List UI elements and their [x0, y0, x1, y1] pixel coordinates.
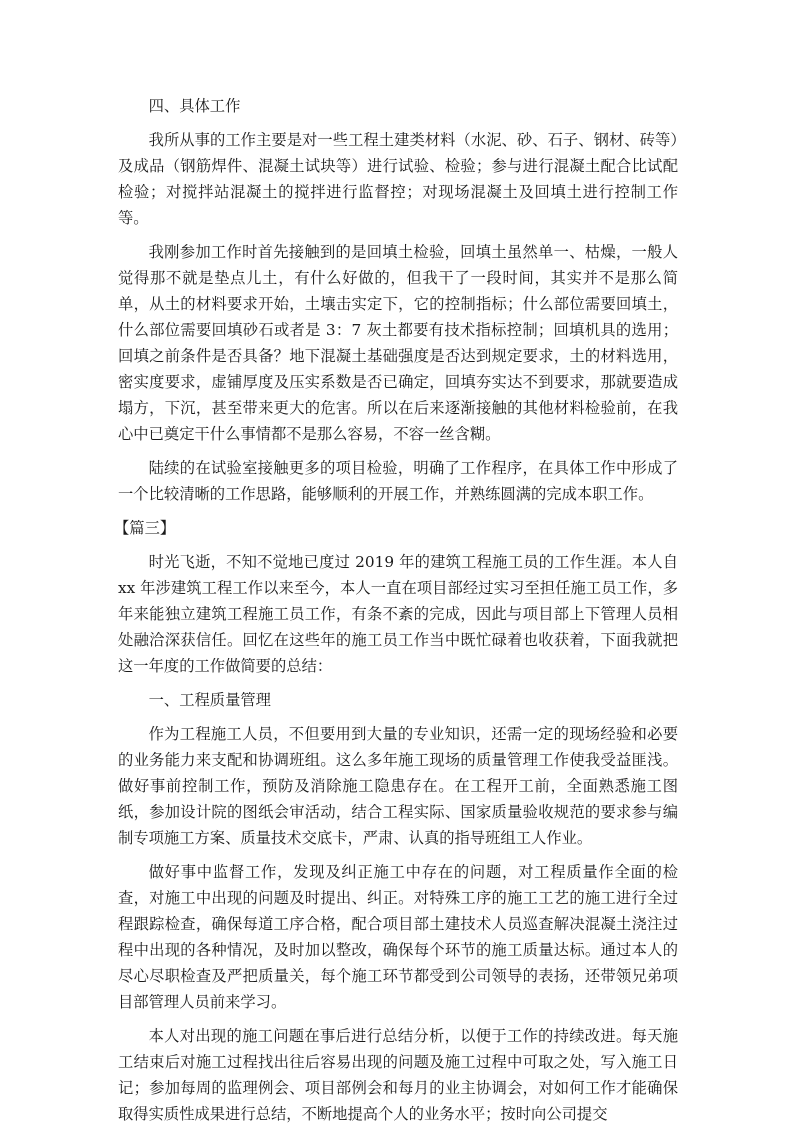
paragraph-backfill-inspection: 我刚参加工作时首先接触到的是回填土检验，回填土虽然单一、枯燥，一般人觉得那不就是垫点儿土，有什么好做的，但我干了一段时间，其实并不是那么简单，从土的材料要求开始，土壤击实定下，它的控制指标；什么部位需要回填土，什么部位需要回填砂石或者是 3：7 灰土都要有技术指标控制；回填机具的选用；回填之前条件是否具备？地下混凝土基础强度是否达到规定要求，土的材料选用，密实度要求，虚铺厚度及压实系数是否已确定，回填夯实达不到要求，那就要造成塌方，下沉，甚至带来更大的危害。所以在后来逐渐接触的其他材料检验前，在我心中已奠定干什么事情都不是那么容易，不容一丝含糊。 — [118, 243, 678, 443]
paragraph-work-scope: 我所从事的工作主要是对一些工程土建类材料（水泥、砂、石子、钢材、砖等）及成品（钢筋焊件、混凝土试块等）进行试验、检验；参与进行混凝土配合比试配检验；对搅拌站混凝土的搅拌进行监督控；对现场混凝土及回填土进行控制工作等。 — [118, 131, 678, 227]
paragraph-post-analysis: 本人对出现的施工问题在事后进行总结分析，以便于工作的持续改进。每天施工结束后对施工过程找出往后容易出现的问题及施工过程中可取之处，写入施工日记；参加每周的监理例会、项目部例会和每月的业主协调会，对如何工作才能确保取得实质性成果进行总结，不断地提高个人的业务水平；按时向公司提交 — [118, 1027, 678, 1123]
section-heading-quality-management: 一、工程质量管理 — [148, 691, 271, 709]
section-title-part-three: 【篇三】 — [114, 519, 176, 537]
document-page — [114, 93, 678, 1135]
paragraph-introduction: 时光飞逝，不知不觉地已度过 2019 年的建筑工程施工员的工作生涯。本人自 xx 年涉建筑工程工作以来至今，本人一直在项目部经过实习至担任施工员工作，多年来能独立建筑工程施工员工作，有条不紊的完成，因此与项目部上下管理人员相处融洽深获信任。回忆在这些年的施工员工作当中既忙碌着也收获着，下面我就把这一年度的工作做简要的总结： — [118, 553, 678, 675]
section-heading-specific-work: 四、具体工作 — [148, 97, 241, 115]
paragraph-lab-experience: 陆续的在试验室接触更多的项目检验，明确了工作程序，在具体工作中形成了一个比较清晰的工作思路，能够顺利的开展工作，并熟练圆满的完成本职工作。 — [118, 459, 678, 503]
paragraph-pre-control: 作为工程施工人员，不但要用到大量的专业知识，还需一定的现场经验和必要的业务能力来支配和协调班组。这么多年施工现场的质量管理工作使我受益匪浅。做好事前控制工作，预防及消除施工隐患存在。在工程开工前，全面熟悉施工图纸，参加设计院的图纸会审活动，结合工程实际、国家质量验收规范的要求参与编制专项施工方案、质量技术交底卡，严肃、认真的指导班组工人作业。 — [118, 725, 678, 847]
paragraph-in-process-supervision: 做好事中监督工作，发现及纠正施工中存在的问题，对工程质量作全面的检查，对施工中出现的问题及时提出、纠正。对特殊工序的施工工艺的施工进行全过程跟踪检查，确保每道工序合格，配合项目部土建技术人员巡查解决混凝土浇注过程中出现的各种情况，及时加以整改，确保每个环节的施工质量达标。通过本人的尽心尽职检查及严把质量关，每个施工环节都受到公司领导的表扬，还带领兄弟项目部管理人员前来学习。 — [118, 863, 678, 1011]
